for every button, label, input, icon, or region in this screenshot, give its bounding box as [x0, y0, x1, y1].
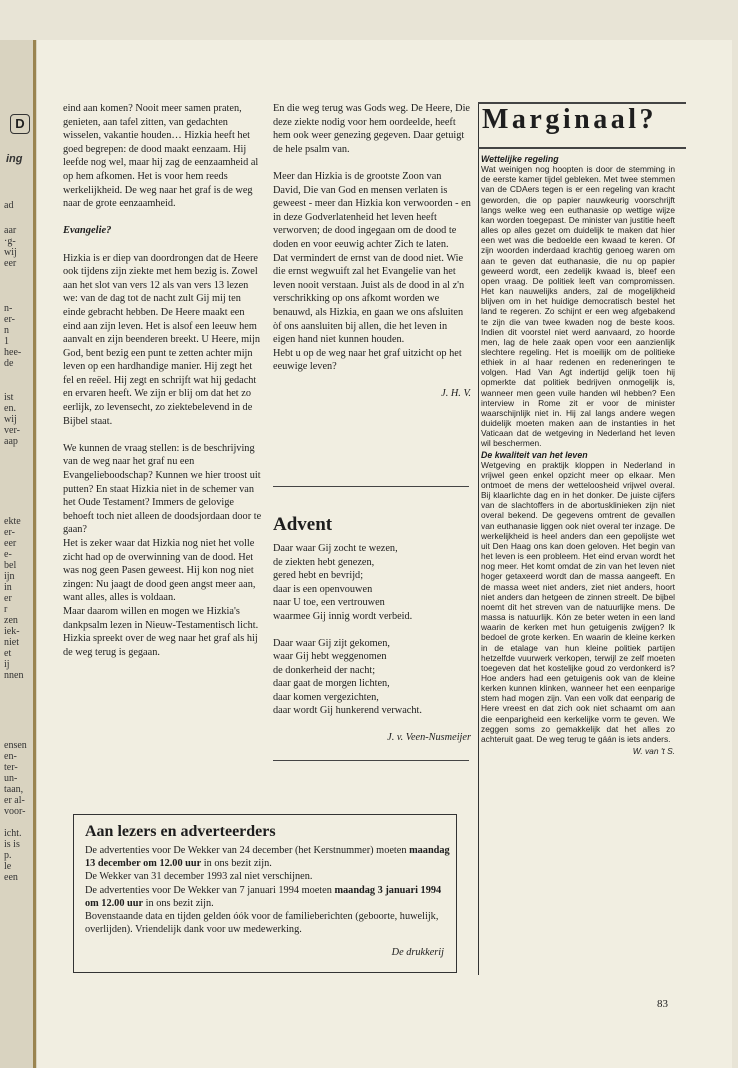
poem-line: de donkerheid der nacht; — [273, 664, 376, 676]
notice-line — [85, 884, 450, 910]
poem-line: waarmee Gij innig wordt verbeid. — [273, 610, 413, 622]
poem-signature: J. v. Veen-Nusmeijer — [387, 732, 471, 743]
section-heading: Evangelie? — [63, 225, 112, 237]
divider — [273, 760, 469, 761]
text: De advertenties voor De Wekker van 24 december (het Kerstnummer) moeten — [85, 845, 410, 856]
poem-line: daar wordt Gij hunkerend verwacht. — [273, 705, 422, 716]
page-number: 83 — [657, 998, 668, 1010]
article-column-2 — [273, 102, 471, 415]
notice-line — [85, 844, 450, 870]
poem-title: Advent — [273, 514, 333, 535]
deadline: maandag 3 januari 1994 om 12.00 uur — [85, 884, 442, 909]
text: in ons bezit zijn. — [201, 858, 272, 870]
marginaal-text — [481, 154, 675, 756]
cropped-text-fragment: ensen en- ter- un- taan, er al- voor- icht. is is p. le een — [4, 740, 27, 883]
notice-line: De Wekker van 31 december 1993 zal niet verschijnen. — [85, 871, 313, 883]
cropped-text-fragment: aar ·g- wij eer — [4, 225, 17, 269]
poem-line: de ziekten hebt genezen, — [273, 556, 375, 568]
cropped-text-fragment: ad — [4, 200, 14, 211]
section-heading: De kwaliteit van het leven — [481, 449, 588, 460]
poem-line: naar U toe, een vertrouwen — [273, 597, 385, 608]
notice-title: Aan lezers en adverteerders — [85, 823, 276, 840]
cropped-text-fragment: ekte er- eer e- bel ijn in er r zen iek- niet et ij nnen — [4, 516, 24, 681]
paragraph: We kunnen de vraag stellen: is de beschrijving van de weg naar het graf nu een Evangelieboodschap? Kunnen we hier troost uit putten? En staat Hizkia niet in de schemer van het Oude Testament? Immers de gelovige behoeft toch niet alleen de doodsjordaan door te gaan? — [63, 442, 262, 536]
article-column-1 — [63, 102, 263, 673]
notice-line: Bovenstaande data en tijden gelden óók voor de familieberichten (geboorte, huwelijk, overlijden). Vriendelijk dank voor uw medewerking. — [85, 911, 439, 936]
paragraph: Het is zeker waar dat Hizkia nog niet het volle zicht had op de overwinning van de dood. Het was nog geen Pasen geweest. Hij kon nog niet zingen: Nu jaagt de dood geen angst meer aan, want alles, alles is voldaan. — [63, 538, 256, 604]
cropped-text-fragment: ist en. wij ver- aap — [4, 392, 20, 447]
paragraph: Dat vermindert de ernst van de dood niet. Wie die ernst wegwuift zal het Evangelie van het leven nooit verstaan. Juist als de dood in al z'n verschrikking op ons afkomt worden we benauwd, als Hizkia, en gaan we ons afsluiten òf ons aansluiten bij allen, die het leven in eigen hand niet kunnen houden. — [273, 252, 465, 346]
poem-line: daar gaat de morgen lichten, — [273, 678, 390, 689]
deadline: maandag 13 december om 12.00 uur — [85, 845, 450, 870]
notice-signature: De drukkerij — [391, 947, 444, 958]
poem-line: gered hebt en bevrijd; — [273, 570, 364, 581]
article-signature: J. H. V. — [441, 388, 471, 400]
poem-stanza-2 — [273, 637, 471, 718]
poem-line: Daar waar Gij zocht te wezen, — [273, 543, 398, 554]
poem-line: daar is een openvouwen — [273, 583, 373, 595]
cropped-text-fragment: n- er- n 1 hee- de — [4, 303, 22, 369]
paragraph: Hebt u op de weg naar het graf uitzicht op het eeuwige leven? — [273, 347, 462, 373]
poem-line: daar komen vergezichten, — [273, 691, 379, 703]
page-fold-line — [33, 40, 36, 1068]
poem-stanza-1 — [273, 542, 471, 623]
notice-box — [73, 814, 457, 973]
paragraph: eind aan komen? Nooit meer samen praten, genieten, aan tafel zitten, van gedachten wisselen, vakantie houden… Hizkia heeft het goed begrepen: de dood maakt eenzaam. Hij leefde nog wel, maar hij zag de eenzaamheid al op hem afkomen. Het is voor hem reeds werkelijkheid. De weg naar het graf is de weg naar de grote eenzaamheid. — [63, 103, 259, 210]
section-text: Wat weinigen nog hoopten is door de stemming in de eerste kamer tijdel gebleken. Met twee stemmen van de CDAers tegen is er een regeling van kracht geworden, die op papier nauwkeurig voorschrijft langs welke weg een euthanasie op wettige wijze kan worden toegepast. De minister van justitie heeft alles op alles gezet om duidelijk te maken dat hier een wet was die bedoelde een kwaad te keren. Of zijn woorden inderdaad krachtig genoeg waren om aan te geven dat euthanasie, die nu op papier geweerd wordt, een zedelijk kwaad is, bleef een open vraag. De politiek leeft van compromissen. Het kan nauwelijks anders, zal de mogelijkheid blijven om in het huidige democratisch bestel het land te regeren. Zo schijnt er een weg afgebakend te zijn die van twee kwaden nog de beste koos. Indien dit voorstel niet werd aanvaard, zo hoorde men, lag de hele zaak open voor een aanzienlijk slechtere regeling. Het is moeilijk om de politieke ethiek in al haar redenen en redeneringen te volgen. Had Van Agt indertijd gelijk toen hij opmerkte dat politiek bedrijven onmogelijk is, wanneer men geen vuile handen wil hebben? Een interview in Rome zit er voor de minister waarschijnlijk niet in. Hij zal langs andere wegen duidelijk moeten maken aan de instanties in het Vaticaan dat de wetgeving in Nederland het leven wil beschermen. — [481, 164, 675, 449]
marginaal-signature: W. van 't S. — [632, 746, 675, 757]
text: De advertenties voor De Wekker van 7 januari 1994 moeten — [85, 884, 335, 896]
brand-logo: D — [10, 114, 30, 134]
text: in ons bezit zijn. — [143, 897, 214, 909]
section-heading: Wettelijke regeling — [481, 154, 559, 164]
poem — [273, 542, 471, 745]
brand-subtitle: ing — [6, 153, 23, 165]
marginaal-title-rule — [478, 147, 686, 149]
paragraph: Hizkia is er diep van doordrongen dat de Heere ook tijdens zijn ziekte met hem bezig is. Zowel aan het slot van vers 12 als van vers 13 lezen we: van de dag tot de nacht zult Gij mij ten einde gebracht hebben. De Heere maakt een eind aan zijn leven. Het is alsof een leeuw hem aanvalt en zijn beenderen breekt. U Heere, mijn God, bent bezig een punt te zetten achter mijn leven op een hardhandige manier. Hij zegt het fel en reëel. Hij zegt en schrijft wat hij gedacht en ervaren heeft. We zijn er blij om dat het zo eerlijk, zo levensecht, zo ziektebelevend in de Bijbel staat. — [63, 252, 260, 427]
previous-page-edge — [0, 40, 37, 1068]
paragraph: Meer dan Hizkia is de grootste Zoon van David, Die van God en mensen verlaten is geweest - meer dan Hizkia kon verwoorden - en in deze Godverlatenheid het leven heeft verworven; de dood ingegaan om de dood te doden en voor eeuwig achter Zich te laten. — [273, 170, 471, 250]
poem-line: waar Gij hebt weggenomen — [273, 651, 387, 662]
divider — [273, 486, 469, 487]
notice-body — [85, 844, 450, 936]
marginaal-title: Marginaal? — [482, 104, 657, 135]
poem-line: Daar waar Gij zijt gekomen, — [273, 637, 390, 649]
paragraph: En die weg terug was Gods weg. De Heere, Die deze ziekte nodig voor hem oordeelde, heeft hem ook weer genezing gegeven. Daar getuigt de hele psalm van. — [273, 103, 471, 155]
paragraph: Maar daarom willen en mogen we Hizkia's dankpsalm lezen in Nieuw-Testamentisch licht. Hizkia spreekt over de weg naar het graf als hij de weg terug is gegaan. — [63, 605, 259, 658]
section-text: Wetgeving en praktijk kloppen in Nederland in vrijwel geen enkel opzicht meer op elkaar. Men ontmoet de mens der wetteloosheid vrijwel overal. Bij klaarlichte dag en in het donker. De juiste cijfers van de slachtoffers in de abortusklinieken zijn niet overal bekend. De gegevens omtrent de gevallen van euthanasie liggen ook niet overal ter inzage. De werkelijkheid is heel anders dan een gepolijste wet uit Den Haag ons kan doen geloven. Het begin van het leven is een probleem. Het eind ervan wordt het nog meer. Het komt omdat de zin van het leven niet hoger getaxeerd wordt dan de massa aangeeft. En de massa weet niet anders, ziet niet anders, hoort niet anders dan hetgeen de zinnen streelt. De bijbel noemt dit het streven van de natuurlijke mens. De massa is natuurlijk. Kón ze beter weten in een land waarin de kerken met hun getuigenis zwijgen? Ik bedoel de grote kerken. En waarin de kleine kerken in de etalage van hun kleine politiek partijen hetzelfde vuurwerk verkopen, terwijl ze zelf moeten toegeven dat het kostelijke goud zo verdonkerd is? Hoe anders had een getuigenis ook van de kleine kerken kunnen klinken, wanneer het een eenparige stem had mogen zijn. Van een volk dat eenparig de Here vreest en dat zich ook niet schaamt om aan die eenparigheid een kerkelijke vorm te geven. We zeggen soms zo gemakkelijk dat het alles zo achteruit gaat. De weg terug te gáán is iets anders. — [481, 459, 675, 744]
